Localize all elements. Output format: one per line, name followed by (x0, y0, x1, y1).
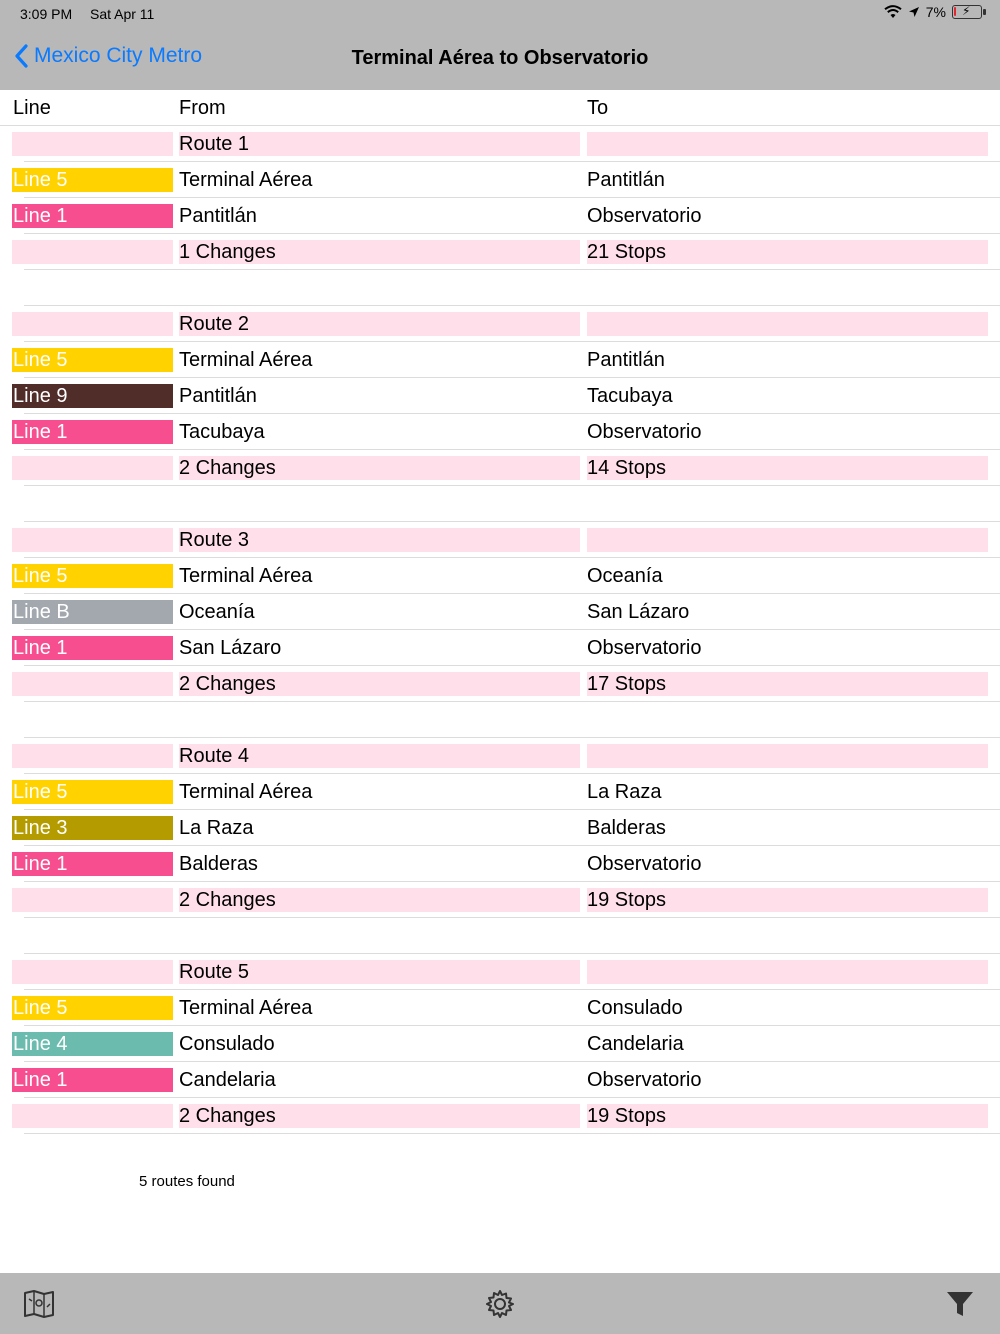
route-leg-row[interactable] (0, 990, 1000, 1026)
header-line: Line (13, 97, 51, 119)
leg-to-station: Observatorio (587, 853, 702, 875)
leg-to-station: Pantitlán (587, 349, 665, 371)
route-leg-row[interactable] (0, 1062, 1000, 1098)
route-name: Route 3 (179, 528, 580, 552)
bottom-toolbar (0, 1273, 1000, 1334)
wifi-icon (884, 5, 902, 19)
route-changes: 2 Changes (179, 672, 580, 696)
header-from: From (179, 97, 226, 119)
route-title-row[interactable] (0, 126, 1000, 162)
navigation-bar (0, 30, 1000, 90)
battery-percent: 7% (925, 4, 946, 20)
route-summary-row (0, 234, 1000, 270)
route-title-line-cell (12, 960, 173, 984)
leg-to-station: La Raza (587, 781, 662, 803)
leg-from-station: Candelaria (179, 1069, 276, 1091)
line-badge: Line 1 (12, 636, 173, 660)
route-stops: 21 Stops (587, 240, 988, 264)
leg-to-station: Tacubaya (587, 385, 673, 407)
route-title-row[interactable] (0, 306, 1000, 342)
route-spacer-row (0, 270, 1000, 306)
leg-from-station: Terminal Aérea (179, 349, 313, 371)
route-name: Route 1 (179, 132, 580, 156)
leg-to-station: Balderas (587, 817, 666, 839)
gear-icon (484, 1288, 516, 1320)
route-leg-row[interactable] (0, 1026, 1000, 1062)
leg-to-station: Oceanía (587, 565, 663, 587)
route-leg-row[interactable] (0, 342, 1000, 378)
line-badge: Line 5 (12, 168, 173, 192)
route-title-line-cell (12, 312, 173, 336)
line-badge: Line 5 (12, 996, 173, 1020)
leg-from-station: Consulado (179, 1033, 275, 1055)
filter-button[interactable] (942, 1286, 978, 1322)
table-header (0, 90, 1000, 126)
route-spacer-row (0, 918, 1000, 954)
settings-button[interactable] (482, 1286, 518, 1322)
leg-from-station: Terminal Aérea (179, 781, 313, 803)
line-badge: Line B (12, 600, 173, 624)
line-badge: Line 1 (12, 852, 173, 876)
route-summary-row (0, 882, 1000, 918)
battery-icon (952, 5, 982, 19)
leg-to-station: San Lázaro (587, 601, 690, 623)
leg-to-station: Observatorio (587, 1069, 702, 1091)
route-title-to-cell (587, 132, 988, 156)
route-title-to-cell (587, 528, 988, 552)
leg-from-station: Terminal Aérea (179, 169, 313, 191)
route-changes: 2 Changes (179, 888, 580, 912)
summary-line-cell (12, 888, 173, 912)
location-arrow-icon (908, 6, 920, 18)
line-badge: Line 1 (12, 420, 173, 444)
charging-bolt-icon: ⚡ (962, 4, 971, 18)
route-stops: 17 Stops (587, 672, 988, 696)
leg-from-station: Oceanía (179, 601, 255, 623)
leg-to-station: Consulado (587, 997, 683, 1019)
leg-to-station: Observatorio (587, 637, 702, 659)
route-title-row[interactable] (0, 738, 1000, 774)
header-to: To (587, 97, 609, 119)
route-leg-row[interactable] (0, 162, 1000, 198)
route-title-to-cell (587, 312, 988, 336)
row-divider (24, 1133, 1000, 1134)
status-bar (0, 0, 1000, 30)
route-spacer-row (0, 486, 1000, 522)
route-stops: 19 Stops (587, 1104, 988, 1128)
line-badge: Line 9 (12, 384, 173, 408)
route-summary-row (0, 1098, 1000, 1134)
route-title-to-cell (587, 960, 988, 984)
line-badge: Line 5 (12, 564, 173, 588)
route-leg-row[interactable] (0, 774, 1000, 810)
route-leg-row[interactable] (0, 846, 1000, 882)
route-name: Route 4 (179, 744, 580, 768)
routes-found-label: 5 routes found (139, 1173, 235, 1190)
route-leg-row[interactable] (0, 810, 1000, 846)
route-changes: 2 Changes (179, 1104, 580, 1128)
route-title-line-cell (12, 744, 173, 768)
route-title-row[interactable] (0, 522, 1000, 558)
route-title-row[interactable] (0, 954, 1000, 990)
route-stops: 19 Stops (587, 888, 988, 912)
route-leg-row[interactable] (0, 594, 1000, 630)
route-stops: 14 Stops (587, 456, 988, 480)
route-name: Route 5 (179, 960, 580, 984)
leg-from-station: San Lázaro (179, 637, 282, 659)
leg-from-station: Balderas (179, 853, 258, 875)
summary-line-cell (12, 456, 173, 480)
status-right (884, 4, 982, 20)
back-button-label: Mexico City Metro (34, 44, 203, 67)
line-badge: Line 1 (12, 1068, 173, 1092)
line-badge: Line 4 (12, 1032, 173, 1056)
leg-to-station: Observatorio (587, 205, 702, 227)
status-date: Sat Apr 11 (90, 6, 155, 22)
summary-line-cell (12, 1104, 173, 1128)
leg-from-station: Pantitlán (179, 205, 257, 227)
route-spacer-row (0, 702, 1000, 738)
route-leg-row[interactable] (0, 414, 1000, 450)
summary-line-cell (12, 240, 173, 264)
route-leg-row[interactable] (0, 558, 1000, 594)
leg-from-station: La Raza (179, 817, 254, 839)
leg-from-station: Pantitlán (179, 385, 257, 407)
line-badge: Line 5 (12, 780, 173, 804)
page-title: Terminal Aérea to Observatorio (351, 47, 649, 69)
leg-from-station: Terminal Aérea (179, 997, 313, 1019)
summary-line-cell (12, 672, 173, 696)
route-summary-row (0, 450, 1000, 486)
route-leg-row[interactable] (0, 198, 1000, 234)
route-title-line-cell (12, 132, 173, 156)
route-name: Route 2 (179, 312, 580, 336)
line-badge: Line 5 (12, 348, 173, 372)
leg-to-station: Observatorio (587, 421, 702, 443)
route-summary-row (0, 666, 1000, 702)
leg-from-station: Tacubaya (179, 421, 265, 443)
map-button[interactable] (21, 1286, 57, 1322)
map-icon (23, 1289, 55, 1319)
filter-icon (945, 1289, 975, 1319)
battery-level (954, 7, 956, 16)
route-changes: 1 Changes (179, 240, 580, 264)
leg-from-station: Terminal Aérea (179, 565, 313, 587)
leg-to-station: Candelaria (587, 1033, 684, 1055)
route-leg-row[interactable] (0, 378, 1000, 414)
leg-to-station: Pantitlán (587, 169, 665, 191)
route-title-to-cell (587, 744, 988, 768)
route-leg-row[interactable] (0, 630, 1000, 666)
status-time: 3:09 PM (20, 6, 73, 22)
route-title-line-cell (12, 528, 173, 552)
route-changes: 2 Changes (179, 456, 580, 480)
line-badge: Line 3 (12, 816, 173, 840)
line-badge: Line 1 (12, 204, 173, 228)
